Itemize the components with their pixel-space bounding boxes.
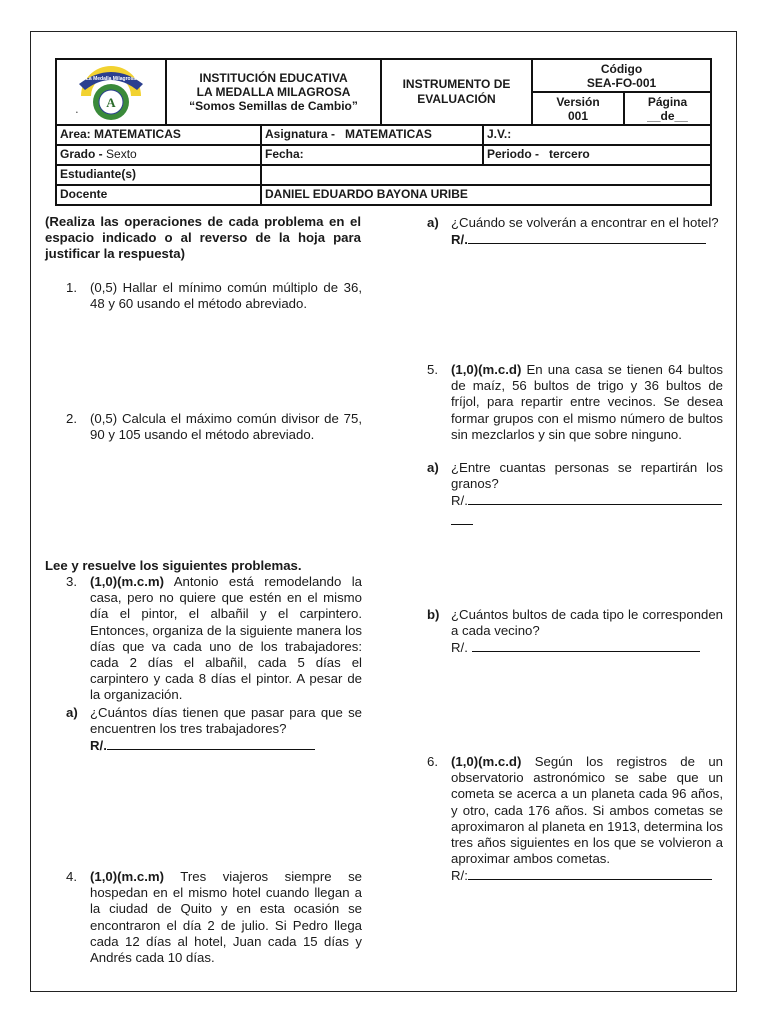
answer-label: R/: <box>451 868 468 884</box>
info-row-area <box>57 126 710 146</box>
answer-label: R/. <box>451 232 468 248</box>
problem-text: (0,5) Calcula el máximo común divisor de 75, 90 y 105 usando el método abreviado. <box>90 411 362 443</box>
answer-field[interactable] <box>451 232 706 247</box>
problem-5-sub-b <box>427 607 723 657</box>
problem-6 <box>427 754 723 889</box>
problem-text <box>90 574 362 704</box>
answer-line[interactable] <box>107 737 315 750</box>
estudiante-input[interactable] <box>262 166 710 184</box>
area-field: Area: MATEMATICAS <box>57 126 262 144</box>
problem-number: 1. <box>66 280 77 295</box>
answer-label: R/. <box>90 738 107 754</box>
info-row-estudiante <box>57 166 710 186</box>
answer-field[interactable] <box>451 868 712 883</box>
problem-tag: (1,0)(m.c.d) <box>451 754 522 769</box>
problem-text: (0,5) Hallar el mínimo común múltiplo de 36, 48 y 60 usando el método abreviado. <box>90 280 362 312</box>
code-label: Código <box>600 61 643 76</box>
logo-cell <box>57 60 167 124</box>
page-value: __de__ <box>647 108 688 123</box>
problem-number: 5. <box>427 362 438 377</box>
problem-number: 6. <box>427 754 438 769</box>
code-value: SEA-FO-001 <box>586 75 657 90</box>
institution-slogan: “Somos Semillas de Cambio” <box>189 99 358 113</box>
problem-5-sub-a <box>427 460 723 530</box>
fecha-field[interactable]: Fecha: <box>262 146 484 164</box>
estudiante-label: Estudiante(s) <box>57 166 262 184</box>
problem-text <box>90 869 362 966</box>
grado-field <box>57 146 262 164</box>
problem-number: 4. <box>66 869 77 884</box>
problem-text <box>451 362 723 443</box>
instructions: (Realiza las operaciones de cada problema en el espacio indicado o al reverso de la hoja para justificar la respuesta) <box>45 214 361 262</box>
page-label: Página <box>647 94 688 109</box>
asignatura-label: Asignatura - <box>265 127 336 141</box>
version-label: Versión <box>556 94 600 109</box>
problem-3-sub-a <box>66 705 362 755</box>
sub-question: ¿Entre cuantas personas se repartirán los granos? <box>451 460 723 492</box>
periodo-value: tercero <box>549 147 590 161</box>
periodo-field <box>484 146 710 164</box>
problem-5 <box>427 362 723 462</box>
problem-number: 2. <box>66 411 77 426</box>
sub-question-block <box>451 215 723 248</box>
header-table <box>55 58 712 206</box>
sub-question-block <box>90 705 362 755</box>
sub-label: a) <box>427 460 439 475</box>
grado-value: Sexto <box>106 147 137 161</box>
instrument-title <box>382 60 533 124</box>
problem-4-sub-a <box>427 215 723 265</box>
answer-line[interactable] <box>468 867 712 880</box>
problem-3 <box>66 574 362 709</box>
info-row-docente <box>57 186 710 204</box>
problem-number: 3. <box>66 574 77 589</box>
sub-label: b) <box>427 607 440 622</box>
section-title: Lee y resuelve los siguientes problemas. <box>45 558 302 573</box>
institution-line-2: LA MEDALLA MILAGROSA <box>196 85 351 99</box>
periodo-label: Periodo - <box>487 147 540 161</box>
problem-body: Tres viajeros siempre se hospedan en el mismo hotel cuando llegan a la ciudad de Quito y en esta ocasión se encontraron el día 2 de julio. Si Pedro llega cada 12 días al hotel, Juan cada 15 días y Andrés cada 10 días. <box>90 869 362 966</box>
sub-question-block <box>451 607 723 657</box>
problem-tag: (1,0)(m.c.m) <box>90 574 165 589</box>
problem-text-block <box>451 754 723 885</box>
code-block <box>533 60 710 124</box>
problem-text <box>451 754 723 866</box>
institution-title <box>167 60 382 124</box>
sub-question: ¿Cuándo se volverán a encontrar en el hotel? <box>451 215 719 230</box>
problem-body: En una casa se tienen 64 bultos de maíz, 56 bultos de trigo y 36 bultos de fríjol, para repartir entre vecinos. Se desea formar grupos con el mismo número de bultos sin mezclarlos y sin que sobre ninguno. <box>451 362 723 442</box>
answer-line-continuation[interactable] <box>451 512 473 525</box>
answer-label: R/. <box>451 640 468 656</box>
answer-field[interactable] <box>451 640 700 655</box>
problem-body: Según los registros de un observatorio astronómico se sabe que un cometa se acerca a un planeta cada 96 años, y otro, cada 176 años. Si ambos cometas se aproximaron al planeta en 1913, determina los tres años siguientes en los que se volvieron a aproximar ambos cometas. <box>451 754 723 867</box>
asignatura-field <box>262 126 484 144</box>
problem-4 <box>66 869 362 969</box>
answer-line[interactable] <box>468 492 722 505</box>
sub-question: ¿Cuántos días tienen que pasar para que se encuentren los tres trabajadores? <box>90 705 362 737</box>
asignatura-value: MATEMATICAS <box>345 127 432 141</box>
svg-text:La Medalla Milagrosa: La Medalla Milagrosa <box>85 76 137 82</box>
info-row-grado <box>57 146 710 166</box>
institution-line-1: INSTITUCIÓN EDUCATIVA <box>199 71 348 85</box>
answer-line[interactable] <box>472 639 700 652</box>
answer-field[interactable] <box>451 493 722 508</box>
problem-body: Antonio está remodelando la casa, pero no quiere que estén en el mismo día el pintor, el albañil y el carpintero. Entonces, organiza de la siguiente manera los días que va cada uno de los trabajadores: cada 2 días el albañil, cada 5 días el carpintero y cada 8 días el pintor. A pesar de la organización. <box>90 574 362 703</box>
instrument-line-1: INSTRUMENTO DE <box>402 77 511 91</box>
sub-question-block <box>451 460 723 529</box>
answer-field[interactable] <box>90 738 315 753</box>
grado-label: Grado - <box>60 147 103 161</box>
version-value: 001 <box>567 108 589 123</box>
svg-text:•: • <box>76 110 78 116</box>
svg-text:A: A <box>106 95 116 110</box>
sub-label: a) <box>66 705 78 720</box>
sub-question: ¿Cuántos bultos de cada tipo le corresponden a cada vecino? <box>451 607 723 639</box>
docente-label: Docente <box>57 186 262 204</box>
instrument-line-2: EVALUACIÓN <box>417 92 496 106</box>
docente-value: DANIEL EDUARDO BAYONA URIBE <box>265 187 468 201</box>
answer-line[interactable] <box>468 231 706 244</box>
school-crest-logo-icon <box>69 62 153 122</box>
problem-tag: (1,0)(m.c.d) <box>451 362 522 377</box>
problem-1 <box>66 280 362 320</box>
answer-label: R/. <box>451 493 468 509</box>
jv-field[interactable]: J.V.: <box>487 127 512 141</box>
problem-tag: (1,0)(m.c.m) <box>90 869 165 884</box>
sub-label: a) <box>427 215 439 230</box>
problem-2 <box>66 411 362 451</box>
